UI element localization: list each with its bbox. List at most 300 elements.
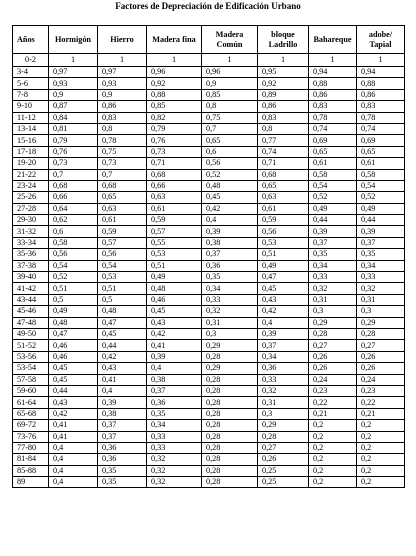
table-cell-factor: 0,48 xyxy=(202,180,258,191)
table-row xyxy=(13,112,405,123)
table-cell-factor: 0,2 xyxy=(309,454,357,465)
table-cell-years: 3-4 xyxy=(13,67,49,78)
table-cell-factor: 0,4 xyxy=(49,465,98,476)
table-cell-factor: 0,2 xyxy=(309,465,357,476)
table-cell-factor: 0,27 xyxy=(309,340,357,351)
table-cell-factor: 0,44 xyxy=(309,215,357,226)
table-cell-factor: 0,85 xyxy=(147,101,202,112)
table-cell-factor: 0,96 xyxy=(202,67,258,78)
table-cell-factor: 0,51 xyxy=(49,283,98,294)
table-cell-factor: 0,57 xyxy=(98,237,147,248)
table-cell-factor: 1 xyxy=(309,54,357,67)
table-cell-factor: 0,42 xyxy=(49,408,98,419)
table-cell-factor: 0,35 xyxy=(147,408,202,419)
table-cell-factor: 0,86 xyxy=(357,89,405,100)
table-cell-factor: 0,47 xyxy=(49,328,98,339)
table-row xyxy=(13,294,405,305)
table-cell-factor: 0,31 xyxy=(309,294,357,305)
table-row xyxy=(13,431,405,442)
table-cell-years: 47-48 xyxy=(13,317,49,328)
table-cell-years: 41-42 xyxy=(13,283,49,294)
table-cell-years: 65-68 xyxy=(13,408,49,419)
table-cell-factor: 0,28 xyxy=(202,397,258,408)
table-cell-factor: 0,83 xyxy=(258,112,309,123)
table-cell-factor: 0,4 xyxy=(147,363,202,374)
table-cell-factor: 0,2 xyxy=(357,442,405,453)
table-cell-factor: 0,74 xyxy=(309,123,357,134)
table-cell-factor: 0,69 xyxy=(309,135,357,146)
table-cell-factor: 0,41 xyxy=(49,431,98,442)
table-cell-factor: 0,42 xyxy=(258,306,309,317)
table-cell-factor: 0,77 xyxy=(258,135,309,146)
table-cell-factor: 0,43 xyxy=(147,317,202,328)
table-cell-factor: 1 xyxy=(357,54,405,67)
table-cell-factor: 0,46 xyxy=(49,351,98,362)
table-cell-factor: 0,65 xyxy=(202,135,258,146)
table-cell-factor: 0,5 xyxy=(49,294,98,305)
table-cell-factor: 0,28 xyxy=(202,431,258,442)
table-cell-factor: 0,28 xyxy=(202,351,258,362)
table-cell-factor: 0,61 xyxy=(147,203,202,214)
table-cell-factor: 0,36 xyxy=(147,397,202,408)
table-cell-factor: 0,39 xyxy=(202,226,258,237)
table-cell-factor: 0,53 xyxy=(98,272,147,283)
table-cell-factor: 0,39 xyxy=(309,226,357,237)
table-cell-years: 17-18 xyxy=(13,146,49,157)
table-cell-factor: 0,85 xyxy=(202,89,258,100)
table-cell-factor: 1 xyxy=(49,54,98,67)
column-header-adobe-tapial: adobe/ Tapial xyxy=(357,26,405,54)
column-header-anos: Años xyxy=(13,26,49,54)
table-cell-factor: 0,68 xyxy=(49,180,98,191)
column-header-madera-fina: Madera fina xyxy=(147,26,202,54)
column-header-hierro: Hierro xyxy=(98,26,147,54)
table-cell-years: 39-40 xyxy=(13,272,49,283)
table-cell-factor: 0,66 xyxy=(49,192,98,203)
table-cell-factor: 0,84 xyxy=(49,112,98,123)
table-cell-factor: 0,29 xyxy=(258,420,309,431)
table-cell-factor: 0,34 xyxy=(357,260,405,271)
table-cell-factor: 1 xyxy=(98,54,147,67)
table-cell-years: 45-46 xyxy=(13,306,49,317)
table-cell-factor: 0,46 xyxy=(147,294,202,305)
table-cell-factor: 0,83 xyxy=(357,101,405,112)
table-cell-factor: 0,34 xyxy=(202,283,258,294)
table-cell-factor: 0,63 xyxy=(147,192,202,203)
table-cell-factor: 0,28 xyxy=(202,442,258,453)
table-cell-years: 0-2 xyxy=(13,54,49,67)
depreciation-table xyxy=(12,25,405,488)
table-cell-factor: 0,33 xyxy=(258,374,309,385)
table-cell-factor: 1 xyxy=(202,54,258,67)
table-cell-factor: 0,26 xyxy=(258,454,309,465)
table-cell-factor: 0,36 xyxy=(98,454,147,465)
table-row xyxy=(13,237,405,248)
table-cell-factor: 0,56 xyxy=(98,249,147,260)
table-cell-factor: 0,21 xyxy=(309,408,357,419)
table-cell-factor: 0,28 xyxy=(202,385,258,396)
table-cell-factor: 0,48 xyxy=(49,317,98,328)
table-cell-factor: 0,31 xyxy=(357,294,405,305)
table-cell-factor: 0,8 xyxy=(258,123,309,134)
table-cell-factor: 0,59 xyxy=(258,215,309,226)
table-cell-factor: 0,46 xyxy=(49,340,98,351)
table-cell-factor: 0,35 xyxy=(202,272,258,283)
table-cell-factor: 0,28 xyxy=(202,454,258,465)
table-cell-factor: 0,76 xyxy=(147,135,202,146)
table-cell-factor: 0,37 xyxy=(202,249,258,260)
table-cell-factor: 0,61 xyxy=(258,203,309,214)
table-cell-factor: 0,74 xyxy=(258,146,309,157)
table-cell-factor: 0,28 xyxy=(258,431,309,442)
table-cell-factor: 0,68 xyxy=(98,180,147,191)
table-row xyxy=(13,442,405,453)
table-cell-factor: 0,28 xyxy=(202,477,258,488)
table-row xyxy=(13,397,405,408)
table-cell-factor: 0,52 xyxy=(202,169,258,180)
table-cell-factor: 0,97 xyxy=(49,67,98,78)
table-cell-years: 81-84 xyxy=(13,454,49,465)
table-cell-factor: 0,54 xyxy=(357,180,405,191)
table-cell-factor: 0,56 xyxy=(258,226,309,237)
table-cell-factor: 0,35 xyxy=(98,465,147,476)
table-cell-factor: 0,51 xyxy=(147,260,202,271)
table-cell-factor: 0,88 xyxy=(309,78,357,89)
table-cell-factor: 0,3 xyxy=(357,306,405,317)
table-cell-factor: 0,54 xyxy=(309,180,357,191)
table-body xyxy=(13,54,405,488)
table-cell-factor: 0,8 xyxy=(98,123,147,134)
table-cell-factor: 0,39 xyxy=(258,328,309,339)
table-cell-factor: 0,6 xyxy=(202,146,258,157)
table-cell-factor: 0,48 xyxy=(98,306,147,317)
table-cell-years: 57-58 xyxy=(13,374,49,385)
table-cell-factor: 0,59 xyxy=(147,215,202,226)
table-cell-factor: 0,96 xyxy=(147,67,202,78)
table-cell-factor: 0,3 xyxy=(258,408,309,419)
table-cell-factor: 0,39 xyxy=(98,397,147,408)
table-cell-factor: 0,39 xyxy=(147,351,202,362)
table-cell-factor: 0,43 xyxy=(258,294,309,305)
table-row xyxy=(13,78,405,89)
table-cell-years: 59-60 xyxy=(13,385,49,396)
table-cell-factor: 0,5 xyxy=(98,294,147,305)
table-cell-factor: 0,45 xyxy=(98,328,147,339)
table-cell-factor: 0,24 xyxy=(309,374,357,385)
table-cell-factor: 0,59 xyxy=(98,226,147,237)
table-cell-factor: 0,26 xyxy=(309,351,357,362)
table-cell-factor: 0,2 xyxy=(309,420,357,431)
table-cell-years: 23-24 xyxy=(13,180,49,191)
table-cell-factor: 0,37 xyxy=(258,340,309,351)
table-cell-factor: 0,39 xyxy=(357,226,405,237)
table-cell-factor: 0,58 xyxy=(49,237,98,248)
table-cell-factor: 0,4 xyxy=(258,317,309,328)
table-cell-factor: 0,93 xyxy=(98,78,147,89)
table-cell-factor: 0,44 xyxy=(98,340,147,351)
table-row xyxy=(13,340,405,351)
table-cell-factor: 0,52 xyxy=(357,192,405,203)
table-cell-factor: 0,9 xyxy=(49,89,98,100)
table-cell-factor: 0,32 xyxy=(147,465,202,476)
table-cell-factor: 0,28 xyxy=(357,328,405,339)
table-cell-factor: 0,61 xyxy=(98,215,147,226)
table-cell-factor: 0,81 xyxy=(49,123,98,134)
table-cell-factor: 0,28 xyxy=(202,408,258,419)
table-cell-factor: 0,42 xyxy=(202,203,258,214)
table-cell-factor: 0,33 xyxy=(147,442,202,453)
table-row xyxy=(13,385,405,396)
table-cell-factor: 0,29 xyxy=(309,317,357,328)
table-cell-factor: 0,2 xyxy=(309,477,357,488)
table-cell-factor: 0,49 xyxy=(258,260,309,271)
table-cell-factor: 0,38 xyxy=(147,374,202,385)
table-cell-factor: 0,42 xyxy=(147,328,202,339)
table-cell-factor: 0,35 xyxy=(98,477,147,488)
table-cell-factor: 0,33 xyxy=(147,431,202,442)
table-cell-factor: 0,64 xyxy=(49,203,98,214)
table-cell-years: 49-50 xyxy=(13,328,49,339)
table-cell-years: 73-76 xyxy=(13,431,49,442)
table-cell-years: 69-72 xyxy=(13,420,49,431)
table-cell-years: 19-20 xyxy=(13,158,49,169)
table-cell-factor: 0,3 xyxy=(309,306,357,317)
table-cell-years: 89 xyxy=(13,477,49,488)
table-cell-years: 77-80 xyxy=(13,442,49,453)
table-cell-factor: 0,45 xyxy=(49,363,98,374)
table-cell-factor: 0,28 xyxy=(202,420,258,431)
table-cell-factor: 0,36 xyxy=(202,260,258,271)
table-cell-factor: 0,62 xyxy=(49,215,98,226)
table-cell-factor: 0,86 xyxy=(309,89,357,100)
table-cell-factor: 0,49 xyxy=(309,203,357,214)
table-row xyxy=(13,54,405,67)
table-cell-factor: 0,29 xyxy=(357,317,405,328)
column-header-bahareque: Bahareque xyxy=(309,26,357,54)
table-cell-factor: 0,71 xyxy=(147,158,202,169)
table-cell-factor: 0,43 xyxy=(49,397,98,408)
table-cell-factor: 0,65 xyxy=(357,146,405,157)
table-header-row xyxy=(13,26,405,54)
table-cell-factor: 0,92 xyxy=(147,78,202,89)
table-cell-factor: 0,49 xyxy=(147,272,202,283)
table-row xyxy=(13,226,405,237)
table-cell-factor: 0,49 xyxy=(49,306,98,317)
table-cell-factor: 0,53 xyxy=(147,249,202,260)
table-cell-factor: 0,2 xyxy=(357,431,405,442)
table-cell-factor: 0,42 xyxy=(98,351,147,362)
table-cell-factor: 0,24 xyxy=(357,374,405,385)
table-cell-factor: 0,78 xyxy=(309,112,357,123)
table-cell-factor: 0,28 xyxy=(202,374,258,385)
table-cell-factor: 0,29 xyxy=(202,340,258,351)
table-cell-factor: 0,45 xyxy=(147,306,202,317)
table-cell-factor: 0,31 xyxy=(258,397,309,408)
table-cell-years: 31-32 xyxy=(13,226,49,237)
table-cell-factor: 0,54 xyxy=(49,260,98,271)
table-cell-factor: 0,25 xyxy=(258,465,309,476)
table-cell-factor: 0,78 xyxy=(357,112,405,123)
table-cell-years: 43-44 xyxy=(13,294,49,305)
table-cell-factor: 0,48 xyxy=(147,283,202,294)
table-cell-factor: 0,47 xyxy=(98,317,147,328)
table-row xyxy=(13,317,405,328)
table-cell-years: 37-38 xyxy=(13,260,49,271)
table-cell-factor: 0,86 xyxy=(258,101,309,112)
table-cell-factor: 0,7 xyxy=(49,169,98,180)
table-cell-factor: 0,54 xyxy=(98,260,147,271)
table-cell-factor: 0,33 xyxy=(357,272,405,283)
table-row xyxy=(13,351,405,362)
table-row xyxy=(13,180,405,191)
table-cell-factor: 0,25 xyxy=(258,477,309,488)
table-cell-factor: 0,87 xyxy=(49,101,98,112)
table-cell-factor: 0,73 xyxy=(49,158,98,169)
table-cell-factor: 0,36 xyxy=(98,442,147,453)
table-cell-factor: 0,69 xyxy=(357,135,405,146)
table-cell-factor: 0,8 xyxy=(202,101,258,112)
table-cell-factor: 0,22 xyxy=(309,397,357,408)
table-cell-years: 53-54 xyxy=(13,363,49,374)
table-cell-factor: 0,28 xyxy=(309,328,357,339)
table-row xyxy=(13,420,405,431)
table-cell-factor: 0,26 xyxy=(357,351,405,362)
table-row xyxy=(13,465,405,476)
table-cell-factor: 0,32 xyxy=(357,283,405,294)
table-cell-years: 21-22 xyxy=(13,169,49,180)
table-cell-factor: 0,4 xyxy=(49,477,98,488)
table-cell-factor: 0,32 xyxy=(147,454,202,465)
table-cell-factor: 0,97 xyxy=(98,67,147,78)
table-cell-factor: 0,4 xyxy=(49,454,98,465)
table-cell-factor: 0,52 xyxy=(309,192,357,203)
table-cell-factor: 0,83 xyxy=(98,112,147,123)
table-cell-factor: 0,88 xyxy=(147,89,202,100)
table-cell-factor: 0,75 xyxy=(98,146,147,157)
column-header-madera-comun: Madera Común xyxy=(202,26,258,54)
table-cell-factor: 1 xyxy=(147,54,202,67)
table-cell-factor: 0,37 xyxy=(98,431,147,442)
table-cell-factor: 0,37 xyxy=(147,385,202,396)
table-cell-factor: 0,4 xyxy=(98,385,147,396)
table-cell-factor: 0,86 xyxy=(98,101,147,112)
table-cell-years: 85-88 xyxy=(13,465,49,476)
table-cell-factor: 0,88 xyxy=(357,78,405,89)
table-cell-factor: 0,93 xyxy=(49,78,98,89)
table-cell-factor: 0,9 xyxy=(98,89,147,100)
table-cell-factor: 0,78 xyxy=(98,135,147,146)
table-cell-factor: 0,76 xyxy=(49,146,98,157)
table-cell-factor: 0,29 xyxy=(202,363,258,374)
table-cell-factor: 0,9 xyxy=(202,78,258,89)
table-cell-factor: 0,2 xyxy=(309,431,357,442)
table-cell-factor: 0,65 xyxy=(98,192,147,203)
table-cell-years: 25-26 xyxy=(13,192,49,203)
table-cell-factor: 0,56 xyxy=(202,158,258,169)
table-cell-factor: 0,95 xyxy=(258,67,309,78)
table-cell-factor: 0,89 xyxy=(258,89,309,100)
table-cell-factor: 0,2 xyxy=(357,465,405,476)
table-cell-factor: 0,58 xyxy=(357,169,405,180)
table-cell-factor: 0,2 xyxy=(357,454,405,465)
table-cell-factor: 0,65 xyxy=(258,180,309,191)
table-cell-factor: 0,57 xyxy=(147,226,202,237)
table-cell-factor: 0,49 xyxy=(357,203,405,214)
table-cell-years: 33-34 xyxy=(13,237,49,248)
table-cell-factor: 0,83 xyxy=(309,101,357,112)
table-cell-factor: 0,37 xyxy=(98,420,147,431)
table-cell-factor: 0,27 xyxy=(258,442,309,453)
table-cell-factor: 0,92 xyxy=(258,78,309,89)
table-cell-factor: 0,58 xyxy=(309,169,357,180)
table-cell-factor: 0,55 xyxy=(147,237,202,248)
table-cell-factor: 0,32 xyxy=(147,477,202,488)
table-cell-years: 29-30 xyxy=(13,215,49,226)
table-row xyxy=(13,89,405,100)
table-cell-years: 61-64 xyxy=(13,397,49,408)
table-cell-factor: 0,66 xyxy=(147,180,202,191)
page-title: Factores de Depreciación de Edificación Urbano xyxy=(115,1,301,11)
table-cell-factor: 0,73 xyxy=(147,146,202,157)
table-cell-factor: 0,37 xyxy=(357,237,405,248)
table-row xyxy=(13,123,405,134)
table-cell-factor: 0,4 xyxy=(202,215,258,226)
table-cell-factor: 0,35 xyxy=(309,249,357,260)
table-cell-factor: 0,53 xyxy=(258,237,309,248)
table-cell-factor: 0,27 xyxy=(357,340,405,351)
table-row xyxy=(13,363,405,374)
table-cell-factor: 0,73 xyxy=(98,158,147,169)
table-row xyxy=(13,203,405,214)
table-cell-factor: 0,31 xyxy=(202,317,258,328)
table-row xyxy=(13,374,405,385)
table-cell-years: 35-36 xyxy=(13,249,49,260)
table-row xyxy=(13,146,405,157)
table-row xyxy=(13,408,405,419)
table-cell-factor: 0,74 xyxy=(357,123,405,134)
table-cell-factor: 0,32 xyxy=(309,283,357,294)
table-row xyxy=(13,260,405,271)
table-row xyxy=(13,454,405,465)
table-cell-factor: 0,82 xyxy=(147,112,202,123)
table-cell-factor: 0,23 xyxy=(309,385,357,396)
table-row xyxy=(13,272,405,283)
table-cell-factor: 0,22 xyxy=(357,397,405,408)
table-row xyxy=(13,158,405,169)
table-row xyxy=(13,306,405,317)
table-cell-factor: 0,79 xyxy=(147,123,202,134)
table-cell-factor: 0,51 xyxy=(258,249,309,260)
table-cell-factor: 0,68 xyxy=(147,169,202,180)
table-cell-factor: 0,38 xyxy=(202,237,258,248)
table-row xyxy=(13,249,405,260)
table-cell-factor: 0,32 xyxy=(202,306,258,317)
table-cell-factor: 0,7 xyxy=(98,169,147,180)
table-row xyxy=(13,283,405,294)
table-cell-factor: 0,35 xyxy=(357,249,405,260)
table-cell-factor: 0,2 xyxy=(357,420,405,431)
table-row xyxy=(13,67,405,78)
table-row xyxy=(13,101,405,112)
table-cell-years: 5-6 xyxy=(13,78,49,89)
table-row xyxy=(13,192,405,203)
table-cell-factor: 0,45 xyxy=(202,192,258,203)
table-cell-years: 15-16 xyxy=(13,135,49,146)
table-cell-factor: 0,37 xyxy=(309,237,357,248)
table-row xyxy=(13,135,405,146)
table-cell-factor: 0,2 xyxy=(309,442,357,453)
column-header-hormigon: Hormigón xyxy=(49,26,98,54)
